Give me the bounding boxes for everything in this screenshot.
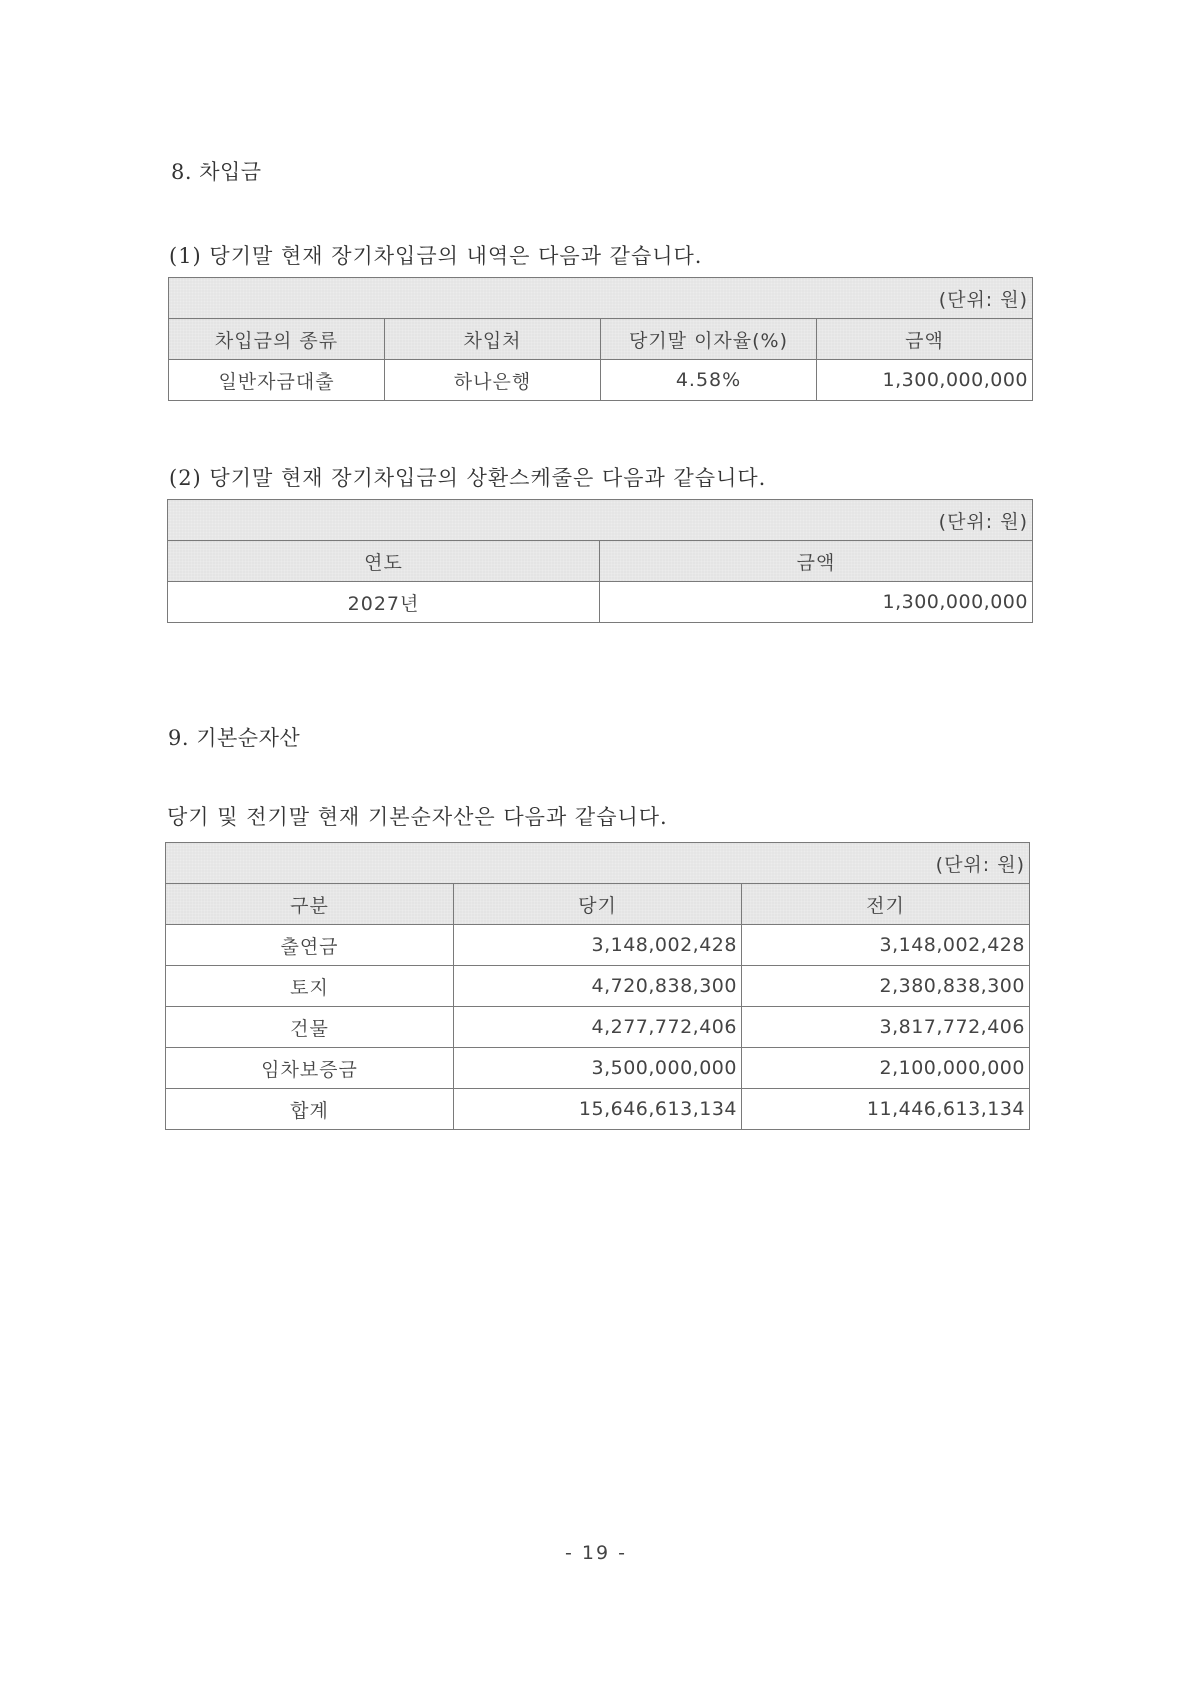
unit-row: [168, 500, 1033, 541]
col-header-interest-rate: 당기말 이자율(%): [601, 319, 817, 360]
cell-amount: 1,300,000,000: [600, 582, 1033, 623]
table-row: [168, 582, 1033, 623]
cell-year: 2027년: [168, 582, 600, 623]
col-header-lender: 차입처: [385, 319, 601, 360]
page-number: - 19 -: [565, 1542, 627, 1564]
cell-prior: 2,100,000,000: [742, 1048, 1030, 1089]
header-row: [169, 319, 1033, 360]
repayment-schedule-intro: (2) 당기말 현재 장기차입금의 상환스케줄은 다음과 같습니다.: [169, 466, 767, 490]
header-row: [168, 541, 1033, 582]
cell-current: 4,277,772,406: [454, 1007, 742, 1048]
unit-row: [166, 843, 1030, 884]
section-9-heading: 9. 기본순자산: [168, 726, 301, 750]
cell-current: 15,646,613,134: [454, 1089, 742, 1130]
header-row: [166, 884, 1030, 925]
table-row: [166, 925, 1030, 966]
col-header-prior-year: 전기: [742, 884, 1030, 925]
unit-label: (단위: 원): [166, 843, 1030, 884]
cell-current: 3,500,000,000: [454, 1048, 742, 1089]
cell-prior: 2,380,838,300: [742, 966, 1030, 1007]
col-header-category: 구분: [166, 884, 454, 925]
cell-category: 토지: [166, 966, 454, 1007]
cell-current: 3,148,002,428: [454, 925, 742, 966]
col-header-year: 연도: [168, 541, 600, 582]
cell-category: 건물: [166, 1007, 454, 1048]
borrowings-detail-intro: (1) 당기말 현재 장기차입금의 내역은 다음과 같습니다.: [169, 244, 703, 268]
cell-interest-rate: 4.58%: [601, 360, 817, 401]
cell-amount: 1,300,000,000: [817, 360, 1033, 401]
cell-prior: 3,817,772,406: [742, 1007, 1030, 1048]
col-header-amount: 금액: [600, 541, 1033, 582]
table-row: [169, 360, 1033, 401]
table-row-total: [166, 1089, 1030, 1130]
cell-category: 출연금: [166, 925, 454, 966]
cell-current: 4,720,838,300: [454, 966, 742, 1007]
unit-label: (단위: 원): [168, 500, 1033, 541]
cell-prior: 11,446,613,134: [742, 1089, 1030, 1130]
table-row: [166, 966, 1030, 1007]
basic-net-assets-table: [165, 842, 1030, 1130]
col-header-loan-type: 차입금의 종류: [169, 319, 385, 360]
col-header-current-year: 당기: [454, 884, 742, 925]
cell-category: 합계: [166, 1089, 454, 1130]
unit-label: (단위: 원): [169, 278, 1033, 319]
unit-row: [169, 278, 1033, 319]
cell-prior: 3,148,002,428: [742, 925, 1030, 966]
cell-loan-type: 일반자금대출: [169, 360, 385, 401]
table-row: [166, 1048, 1030, 1089]
long-term-borrowings-table: [168, 277, 1033, 401]
section-8-heading: 8. 차입금: [171, 160, 262, 184]
table-row: [166, 1007, 1030, 1048]
cell-category: 임차보증금: [166, 1048, 454, 1089]
cell-lender: 하나은행: [385, 360, 601, 401]
repayment-schedule-table: [167, 499, 1033, 623]
col-header-amount: 금액: [817, 319, 1033, 360]
net-assets-intro: 당기 및 전기말 현재 기본순자산은 다음과 같습니다.: [167, 805, 668, 829]
